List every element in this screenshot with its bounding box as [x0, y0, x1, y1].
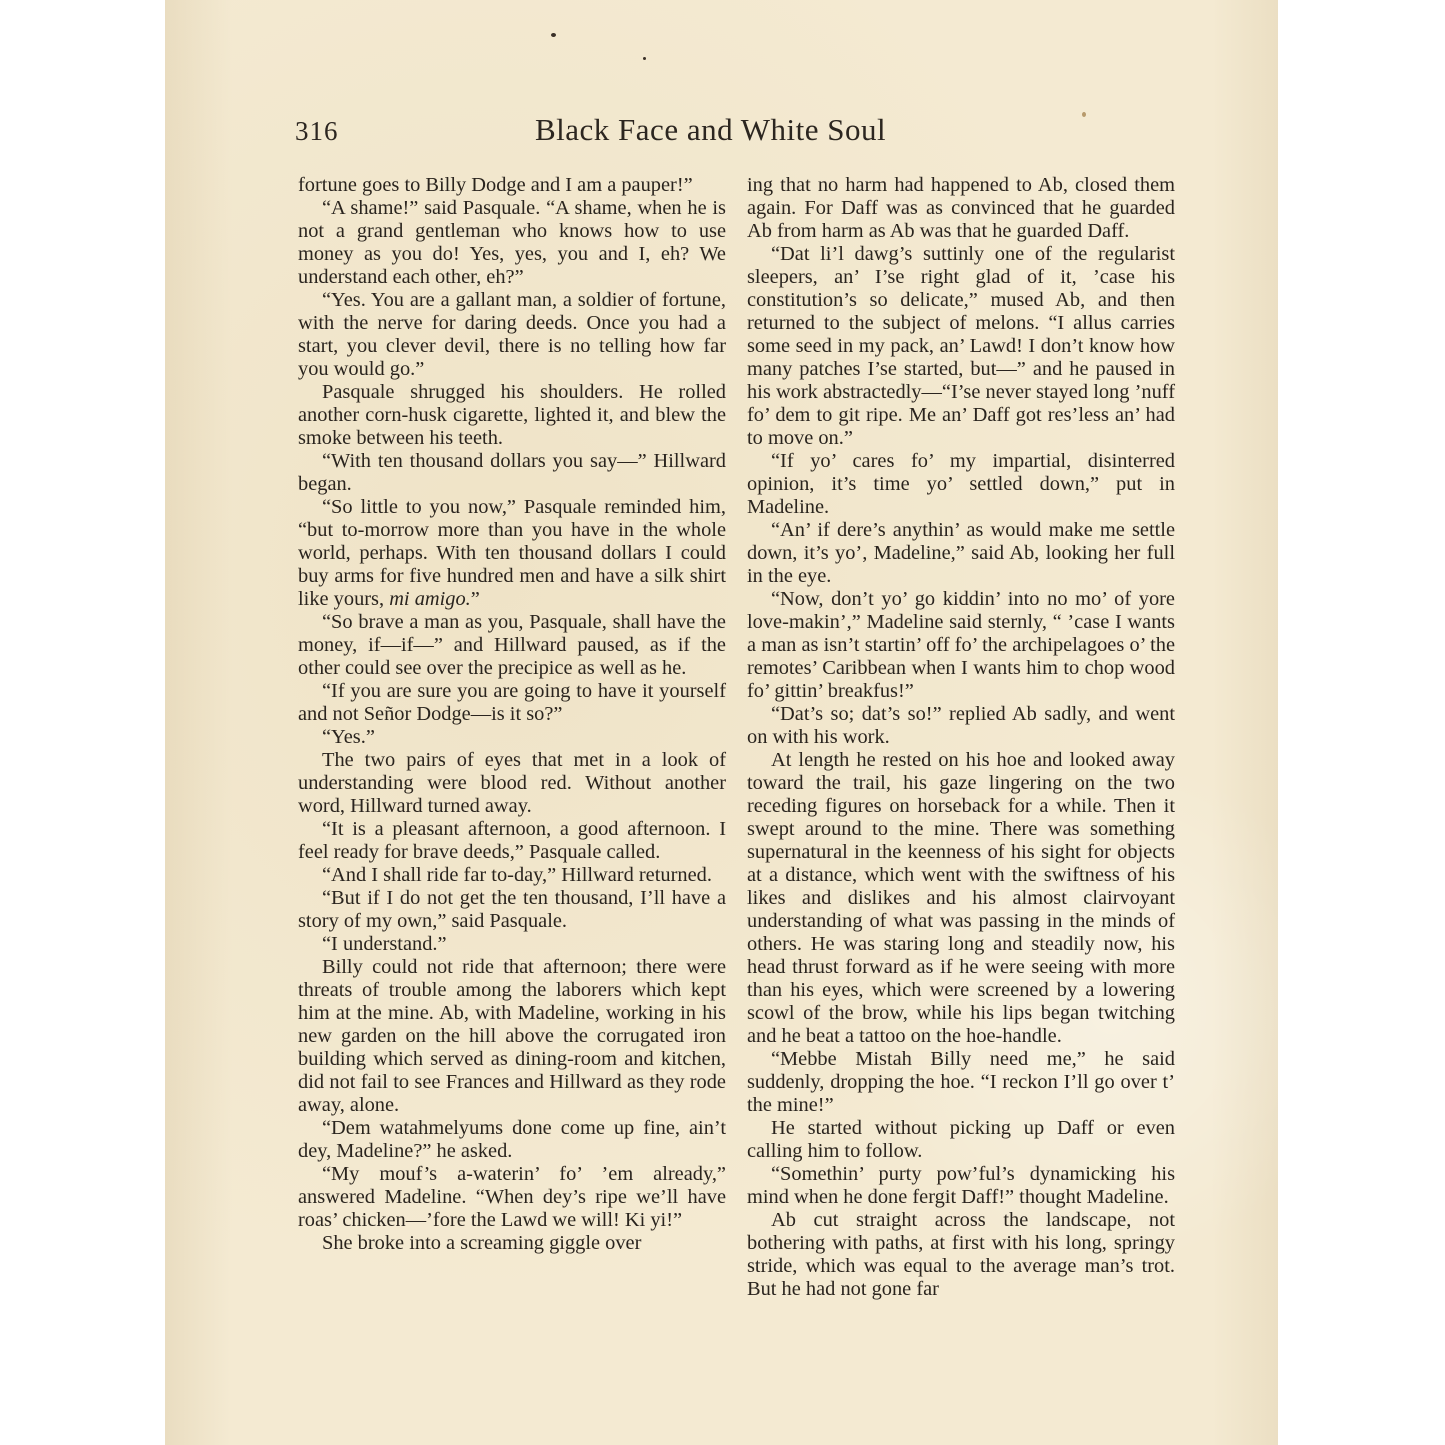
- paragraph: [747, 1117, 1175, 1163]
- paragraph-text: “Yes.”: [322, 726, 375, 748]
- paragraph: [298, 381, 726, 450]
- paragraph: [298, 1163, 726, 1232]
- italic-phrase: mi amigo.: [389, 588, 471, 610]
- paragraph: [298, 933, 726, 956]
- paragraph-text: “Somethin’ purty pow’ful’s dynamicking his mind when he done fergit Daff!” thought Madeline.: [747, 1163, 1175, 1208]
- paragraph: [747, 1048, 1175, 1117]
- paragraph: [747, 749, 1175, 1048]
- paragraph: [298, 887, 726, 933]
- paragraph-text: “Yes. You are a gallant man, a soldier of fortune, with the nerve for daring deeds. Once you had a start, you clever devil, there is no telling how far you would go.”: [298, 289, 726, 380]
- paragraph-text: “Dat’s so; dat’s so!” replied Ab sadly, and went on with his work.: [747, 703, 1175, 748]
- paragraph: [298, 289, 726, 381]
- page-number: 316: [295, 116, 339, 146]
- paragraph: [298, 197, 726, 289]
- paragraph: [298, 450, 726, 496]
- paragraph: [298, 680, 726, 726]
- paragraph-text: Pasquale shrugged his shoulders. He rolled another corn-husk cigarette, lighted it, and blew the smoke between his teeth.: [298, 381, 726, 449]
- paragraph-text: Billy could not ride that afternoon; there were threats of trouble among the laborers which kept him at the mine. Ab, with Madeline, working in his new garden on the hill above the corrugated iron building which served as dining-room and kitchen, did not fail to see Frances and Hillward as they rode away, alone.: [298, 956, 726, 1116]
- closing-quote: ”: [470, 588, 480, 610]
- paragraph-text: “If yo’ cares fo’ my impartial, disinterred opinion, it’s time yo’ settled down,” put in Madeline.: [747, 450, 1175, 518]
- paragraph-text: Ab cut straight across the landscape, not bothering with paths, at first with his long, springy stride, which was equal to the average man’s trot. But he had not gone far: [747, 1209, 1175, 1300]
- paragraph: [747, 588, 1175, 703]
- paragraph-text: She broke into a screaming giggle over: [322, 1232, 642, 1254]
- paragraph-text: At length he rested on his hoe and looked away toward the trail, his gaze lingering on the two receding figures on horseback for a while. Then it swept around to the mine. There was something supernatural in the keenness of his sight for objects at a distance, which went with the swiftness of his likes and dislikes and his almost clairvoyant understanding of what was passing in the minds of others. He was staring long and steadily now, his head thrust forward as if he were seeing with more than his eyes, which were screened by a lowering scowl of the brow, while his lips began twitching and he beat a tattoo on the hoe-handle.: [747, 749, 1175, 1047]
- paragraph: [747, 1209, 1175, 1301]
- paragraph: [298, 1232, 726, 1255]
- running-header: [165, 112, 1278, 160]
- paragraph-text: “With ten thousand dollars you say—” Hillward began.: [298, 450, 726, 495]
- paragraph: [298, 174, 726, 197]
- paragraph-text: ing that no harm had happened to Ab, closed them again. For Daff was as convinced that he guarded Ab from harm as Ab was that he guarded Daff.: [747, 174, 1175, 242]
- paragraph-text: “An’ if dere’s anythin’ as would make me settle down, it’s yo’, Madeline,” said Ab, looking her full in the eye.: [747, 519, 1175, 587]
- paragraph: [298, 496, 726, 611]
- paragraph-text: “Dem watahmelyums done come up fine, ain’t dey, Madeline?” he asked.: [298, 1117, 726, 1162]
- paragraph-text: The two pairs of eyes that met in a look of understanding were blood red. Without another word, Hillward turned away.: [298, 749, 726, 817]
- running-title: Black Face and White Soul: [535, 112, 887, 147]
- left-text-column: [298, 174, 726, 1255]
- paragraph-text: fortune goes to Billy Dodge and I am a pauper!”: [298, 174, 693, 196]
- paragraph: [298, 611, 726, 680]
- paragraph-text: “It is a pleasant afternoon, a good afternoon. I feel ready for brave deeds,” Pasquale called.: [298, 818, 726, 863]
- ink-speck: [643, 57, 646, 60]
- paragraph: [298, 726, 726, 749]
- paragraph: [298, 818, 726, 864]
- paragraph-text: “But if I do not get the ten thousand, I’ll have a story of my own,” said Pasquale.: [298, 887, 726, 932]
- book-page: [165, 0, 1278, 1445]
- paragraph-text: “A shame!” said Pasquale. “A shame, when he is not a grand gentleman who knows how to use money as you do! Yes, yes, you and I, eh? We understand each other, eh?”: [298, 197, 726, 288]
- paragraph-text: “If you are sure you are going to have it yourself and not Señor Dodge—is it so?”: [298, 680, 726, 725]
- paragraph: [747, 519, 1175, 588]
- paragraph-text: “Mebbe Mistah Billy need me,” he said suddenly, dropping the hoe. “I reckon I’ll go over t’ the mine!”: [747, 1048, 1175, 1116]
- paragraph: [747, 174, 1175, 243]
- paragraph-text: “I understand.”: [322, 933, 447, 955]
- paragraph: [747, 1163, 1175, 1209]
- paragraph-text: “Dat li’l dawg’s suttinly one of the regularist sleepers, an’ I’se right glad of it, ’case his constitution’s so delicate,” mused Ab, and then returned to the subject of melons. “I allus carries some seed in my pack, an’ Lawd! I don’t know how many patches I’se started, but—” and he paused in his work abstractedly—“I’se never stayed long ’nuff fo’ dem to git ripe. Me an’ Daff got res’less an’ had to move on.”: [747, 243, 1175, 449]
- paragraph-text: “Now, don’t yo’ go kiddin’ into no mo’ of yore love-makin’,” Madeline said sternly, “ ’case I wants a man as isn’t startin’ off fo’ the archipelagoes o’ the remotes’ Caribbean when I wants him to chop wood fo’ gittin’ breakfus!”: [747, 588, 1175, 702]
- paragraph: [298, 956, 726, 1117]
- paragraph: [298, 1117, 726, 1163]
- paragraph-text: He started without picking up Daff or even calling him to follow.: [747, 1117, 1175, 1162]
- paragraph: [747, 243, 1175, 450]
- right-text-column: [747, 174, 1175, 1301]
- paragraph-text: “My mouf’s a-waterin’ fo’ ’em already,” answered Madeline. “When dey’s ripe we’ll have roas’ chicken—’fore the Lawd we will! Ki yi!”: [298, 1163, 726, 1231]
- ink-speck: [551, 33, 556, 37]
- paragraph-text: “So brave a man as you, Pasquale, shall have the money, if—if—” and Hillward paused, as if the other could see over the precipice as well as he.: [298, 611, 726, 679]
- paragraph: [747, 450, 1175, 519]
- paragraph: [298, 864, 726, 887]
- paragraph: [298, 749, 726, 818]
- paragraph: [747, 703, 1175, 749]
- paragraph-text: “So little to you now,” Pasquale reminded him, “but to-morrow more than you have in the whole world, perhaps. With ten thousand dollars I could buy arms for five hundred men and have a silk shirt like yours,: [298, 496, 726, 610]
- paragraph-text: “And I shall ride far to-day,” Hillward returned.: [322, 864, 712, 886]
